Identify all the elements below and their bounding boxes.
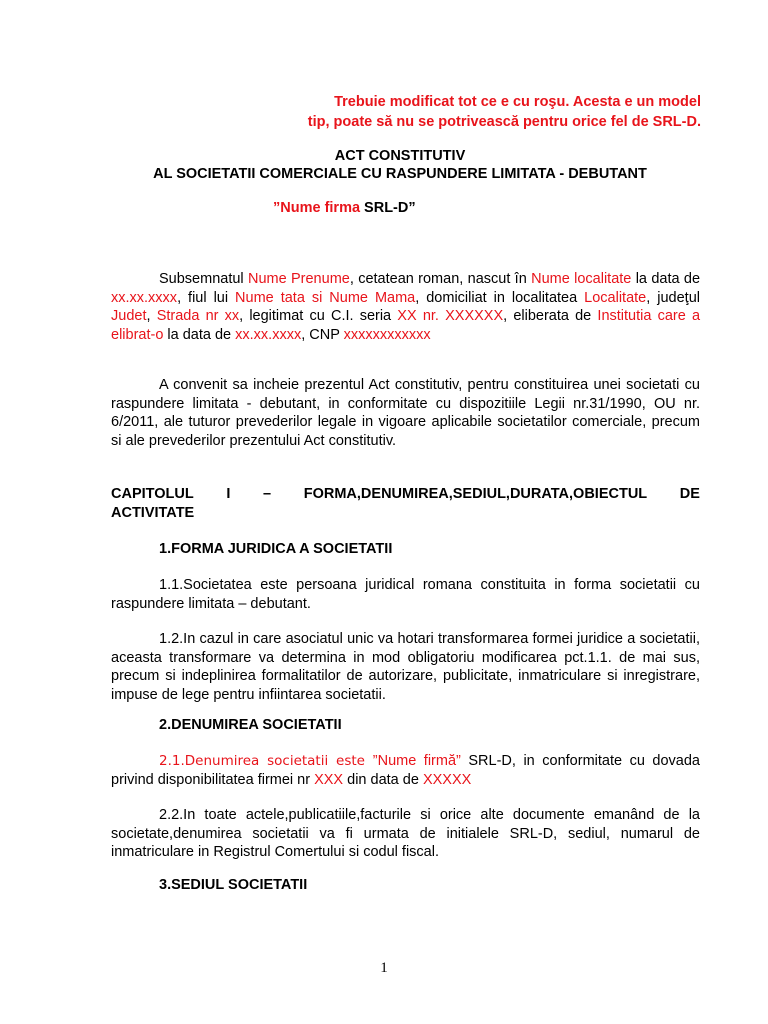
paragraph-agreement: A convenit sa incheie prezentul Act constitutiv, pentru constituirea unei societati cu raspundere limitata - debutant, in conformitate cu dispozitiile Legii nr.31/1990, OU nr. 6/2011, ale tuturor prevederilor legale in vigoare aplicabile societatilor comerciale, precum si ale prevederilor prezentului Act constitutiv. — [111, 377, 700, 449]
section-heading-3: 3.SEDIUL SOCIETATII — [159, 877, 308, 893]
chapter-heading: CAPITOLUL I – FORMA,DENUMIREA,SEDIUL,DURATA,OBIECTUL DE — [111, 486, 700, 502]
note-line-2: tip, poate să nu se potrivească pentru orice fel de SRL-D. — [307, 114, 701, 130]
section-heading-2: 2.DENUMIREA SOCIETATII — [159, 717, 342, 733]
document-subtitle: AL SOCIETATII COMERCIALE CU RASPUNDERE LIMITATA - DEBUTANT — [153, 166, 647, 182]
paragraph-2-1: 2.1.Denumirea societatii este ”Nume firmă” SRL-D, in conformitate cu dovada privind disponibilitatea firmei nr XXX din data de XXXXX — [111, 753, 700, 788]
paragraph-2-2: 2.2.In toate actele,publicatiile,facturile si orice alte documente emanând de la societate,denumirea societatii va fi urmata de initialele SRL-D, sediul, numarul de inmatriculare in Registrul Comertului si codul fiscal. — [111, 807, 700, 860]
section-heading-1: 1.FORMA JURIDICA A SOCIETATII — [159, 541, 393, 557]
instruction-note — [240, 92, 701, 132]
paragraph-1-1: 1.1.Societatea este persoana juridical romana constituita in forma societatii cu raspundere limitata – debutant. — [111, 577, 700, 612]
firm-name-line: ”Nume firma SRL-D” — [273, 200, 416, 216]
note-line-1: Trebuie modificat tot ce e cu roşu. Acesta e un model — [334, 94, 701, 110]
firm-name: Nume firma — [280, 200, 361, 216]
paragraph-identity: Subsemnatul Nume Prenume, cetatean roman, nascut în Nume localitate la data de xx.xx.xxxx, fiul lui Nume tata si Nume Mama, domiciliat in localitatea Localitate, judeţul Judet, Strada nr xx, legitimat cu C.I. seria XX nr. XXXXXX, eliberata de Institutia care a elibrat-o la data de xx.xx.xxxx, CNP xxxxxxxxxxxx — [111, 271, 701, 343]
page-number: 1 — [380, 960, 388, 976]
chapter-heading-line2: ACTIVITATE — [111, 505, 195, 521]
document-title: ACT CONSTITUTIV — [334, 148, 466, 164]
paragraph-1-2: 1.2.In cazul in care asociatul unic va hotari transformarea formei juridice a societatii, aceasta transformare va determina in mod obligatoriu modificarea pct.1.1. de mai sus, precum si indeplinirea formalitatilor de autorizare, publicitate, inmatriculare si inregistrare, impuse de lege pentru infiintarea societatii. — [111, 631, 700, 703]
